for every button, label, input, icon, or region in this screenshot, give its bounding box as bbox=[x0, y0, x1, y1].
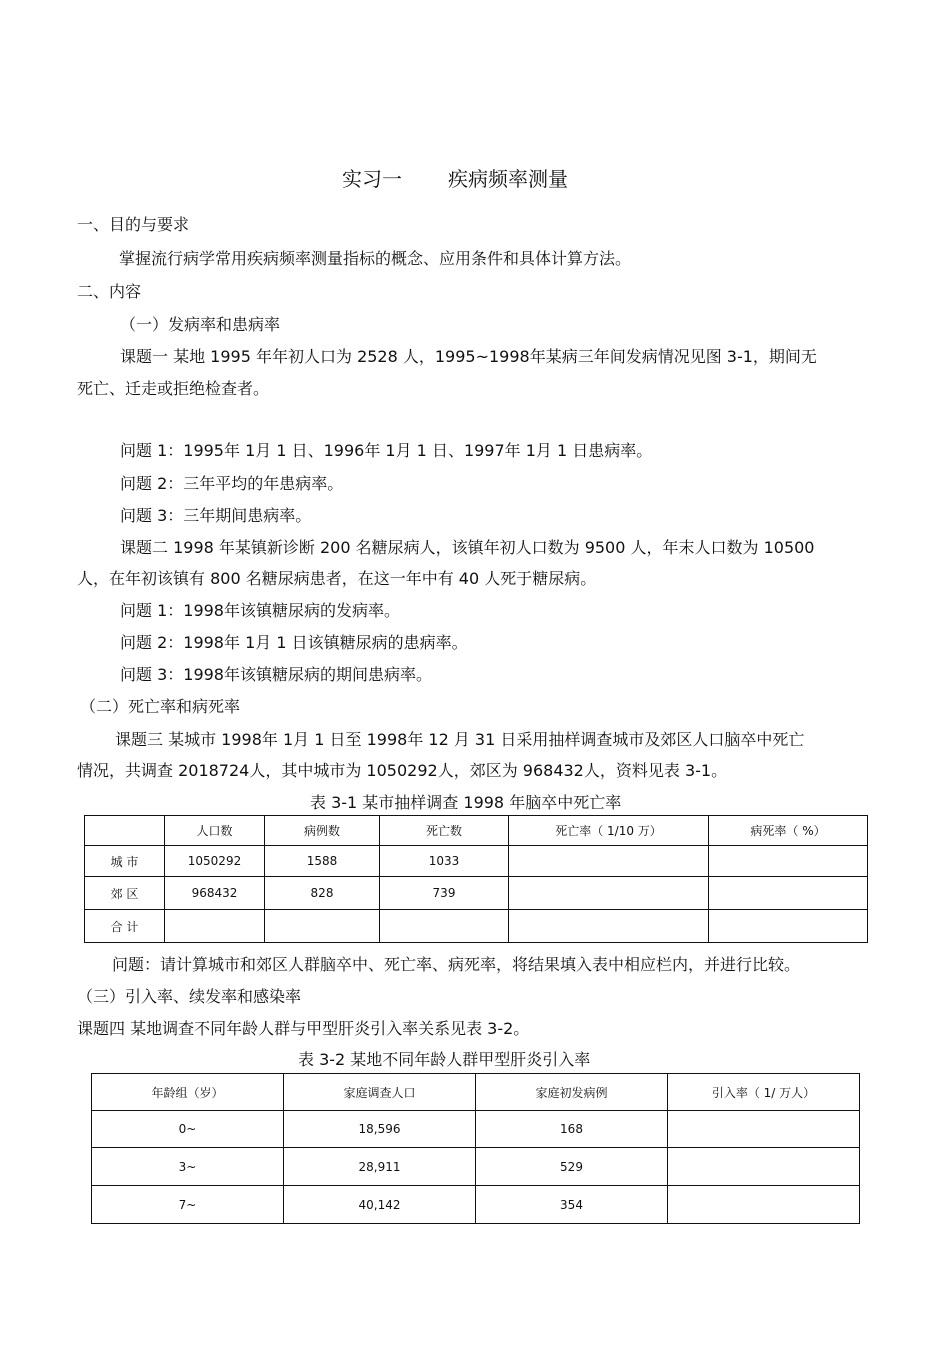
table1-cell bbox=[265, 910, 380, 943]
table2-header-cell: 年龄组（岁） bbox=[92, 1074, 284, 1111]
table1-caption: 表 3-1 某市抽样调查 1998 年脑卒中死亡率 bbox=[310, 793, 622, 812]
table-row bbox=[92, 1111, 860, 1148]
subsection-heading-incidence: （一）发病率和患病率 bbox=[120, 315, 281, 334]
table1-cell: 合 计 bbox=[85, 910, 165, 943]
topic4-line1: 课题四 某地调查不同年龄人群与甲型肝炎引入率关系见表 3-2。 bbox=[77, 1019, 530, 1038]
table2-caption: 表 3-2 某地不同年龄人群甲型肝炎引入率 bbox=[298, 1050, 591, 1069]
topic3-line1: 课题三 某城市 1998年 1月 1 日至 1998年 12 月 31 日采用抽样调查城市及郊区人口脑卒中死亡 bbox=[115, 730, 805, 749]
table1-header-row bbox=[85, 816, 868, 846]
table2-cell: 529 bbox=[476, 1148, 668, 1186]
table2-cell: 3~ bbox=[92, 1148, 284, 1186]
table2-cell: 7~ bbox=[92, 1186, 284, 1224]
topic2-question2: 问题 2：1998年 1月 1 日该镇糖尿病的患病率。 bbox=[120, 633, 468, 652]
topic1-question1: 问题 1：1995年 1月 1 日、1996年 1月 1 日、1997年 1月 1 日患病率。 bbox=[120, 441, 653, 460]
topic1-line1: 课题一 某地 1995 年年初人口为 2528 人，1995~1998年某病三年间发病情况见图 3-1，期间无 bbox=[120, 347, 817, 366]
table1-cell: 1033 bbox=[380, 846, 509, 877]
table-row bbox=[85, 910, 868, 943]
topic2-question3: 问题 3：1998年该镇糖尿病的期间患病率。 bbox=[120, 665, 432, 684]
table1-header-cell: 死亡率（ 1/10 万） bbox=[509, 816, 709, 846]
table2-cell: 168 bbox=[476, 1111, 668, 1148]
topic2-line2: 人，在年初该镇有 800 名糖尿病患者，在这一年中有 40 人死于糖尿病。 bbox=[77, 569, 597, 588]
topic3-question: 问题：请计算城市和郊区人群脑卒中、死亡率、病死率，将结果填入表中相应栏内，并进行比较。 bbox=[112, 955, 801, 974]
table-row bbox=[85, 877, 868, 910]
table2-cell bbox=[668, 1111, 860, 1148]
section-heading-content: 二、内容 bbox=[77, 282, 142, 301]
table1-cell: 1588 bbox=[265, 846, 380, 877]
title-part-1: 实习一 bbox=[342, 167, 402, 191]
topic1-line2: 死亡、迁走或拒绝检查者。 bbox=[77, 379, 270, 398]
table1-cell: 828 bbox=[265, 877, 380, 910]
table1-cell bbox=[509, 846, 709, 877]
table2-cell: 354 bbox=[476, 1186, 668, 1224]
table2-cell bbox=[668, 1186, 860, 1224]
subsection-heading-mortality: （二）死亡率和病死率 bbox=[80, 697, 241, 716]
table1-cell bbox=[709, 877, 868, 910]
section-heading-goals: 一、目的与要求 bbox=[77, 215, 190, 234]
table2-header-cell: 引入率（ 1/ 万人） bbox=[668, 1074, 860, 1111]
topic2-question1: 问题 1：1998年该镇糖尿病的发病率。 bbox=[120, 601, 400, 620]
table1-cell: 968432 bbox=[165, 877, 265, 910]
table-row bbox=[92, 1186, 860, 1224]
table-row bbox=[85, 846, 868, 877]
table1-header-cell: 病死率（ %） bbox=[709, 816, 868, 846]
table2-header-cell: 家庭初发病例 bbox=[476, 1074, 668, 1111]
table2-cell: 28,911 bbox=[284, 1148, 476, 1186]
table-row bbox=[92, 1148, 860, 1186]
title-part-2: 疾病频率测量 bbox=[448, 167, 568, 191]
table1-cell: 1050292 bbox=[165, 846, 265, 877]
table2-cell bbox=[668, 1148, 860, 1186]
table1-cell bbox=[709, 910, 868, 943]
table1-cell bbox=[509, 877, 709, 910]
table2 bbox=[91, 1073, 860, 1224]
table1-cell: 城 市 bbox=[85, 846, 165, 877]
table2-cell: 18,596 bbox=[284, 1111, 476, 1148]
table1-cell bbox=[709, 846, 868, 877]
table2-cell: 0~ bbox=[92, 1111, 284, 1148]
subsection-heading-introduction-rate: （三）引入率、续发率和感染率 bbox=[77, 987, 302, 1006]
topic1-question2: 问题 2：三年平均的年患病率。 bbox=[120, 474, 344, 493]
table1-cell bbox=[380, 910, 509, 943]
table1-header-cell: 人口数 bbox=[165, 816, 265, 846]
table2-header-row bbox=[92, 1074, 860, 1111]
table1-cell: 739 bbox=[380, 877, 509, 910]
topic3-line2: 情况，共调查 2018724人，其中城市为 1050292人，郊区为 968432人，资料见表 3-1。 bbox=[77, 761, 728, 780]
table1-cell bbox=[509, 910, 709, 943]
goals-text: 掌握流行病学常用疾病频率测量指标的概念、应用条件和具体计算方法。 bbox=[119, 249, 632, 268]
table1-header-cell bbox=[85, 816, 165, 846]
table1-cell: 郊 区 bbox=[85, 877, 165, 910]
topic1-question3: 问题 3：三年期间患病率。 bbox=[120, 506, 312, 525]
topic2-line1: 课题二 1998 年某镇新诊断 200 名糖尿病人，该镇年初人口数为 9500 人，年末人口数为 10500 bbox=[120, 538, 815, 557]
page-title bbox=[342, 166, 568, 192]
table2-cell: 40,142 bbox=[284, 1186, 476, 1224]
table1-cell bbox=[165, 910, 265, 943]
table2-header-cell: 家庭调查人口 bbox=[284, 1074, 476, 1111]
table1-header-cell: 死亡数 bbox=[380, 816, 509, 846]
table1 bbox=[84, 815, 868, 943]
table1-header-cell: 病例数 bbox=[265, 816, 380, 846]
